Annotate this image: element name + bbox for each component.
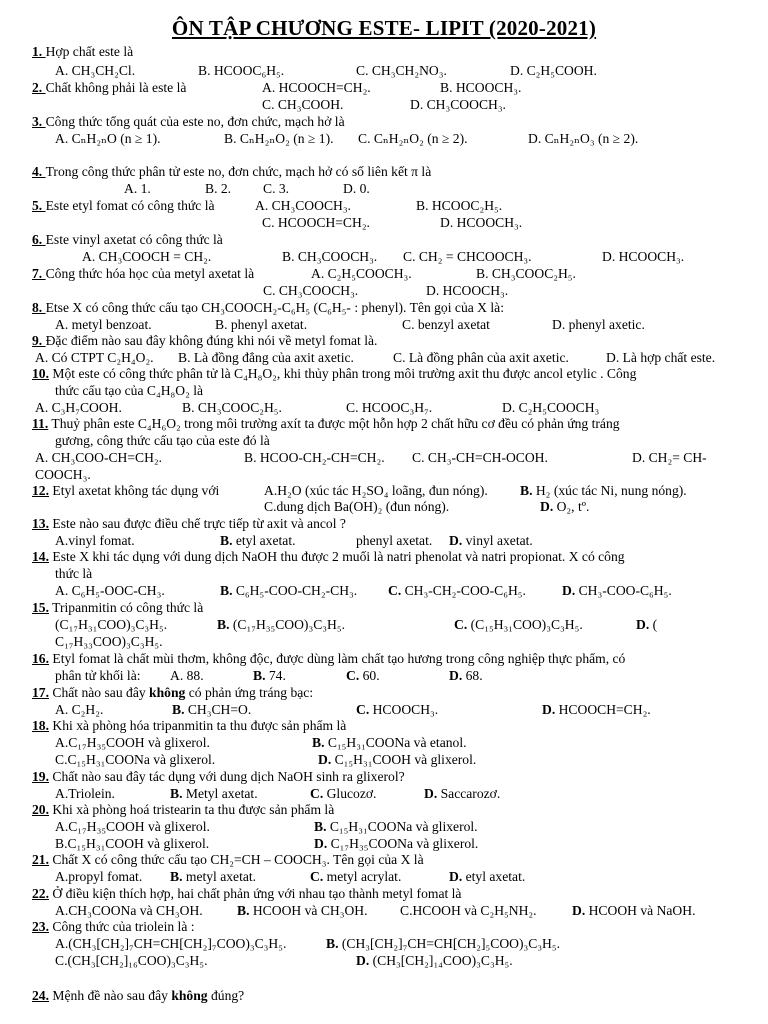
q17-option-c: C. HCOOCH₃.: [356, 702, 439, 717]
q15-option-d-cont: C₁₇H₃₃COO)₃C₃H₅.: [55, 634, 163, 649]
question-number: 1.: [32, 44, 46, 59]
q10-option-b: B. CH₃COOC₂H₅.: [182, 400, 282, 415]
question-18-stem: 18. Khi xà phòng hóa tripanmitin ta thu được sản phẩm là: [32, 718, 347, 733]
q13-option-d: D. vinyl axetat.: [449, 533, 533, 548]
q7-option-d: D. HCOOCH₃.: [426, 283, 509, 298]
q3-option-d: D. CₙH₂ₙO₃ (n ≥ 2).: [528, 131, 639, 146]
q8-option-b: B. phenyl axetat.: [215, 317, 308, 332]
question-15-stem: 15. Tripanmitin có công thức là: [32, 600, 204, 615]
question-number: 2.: [32, 80, 46, 95]
q14-option-c: C. CH₃-CH₂-COO-C₆H₅.: [388, 583, 526, 598]
q6-option-a: A. CH₃COOCH = CH₂.: [82, 249, 212, 264]
q3-option-c: C. CₙH₂ₙO₂ (n ≥ 2).: [358, 131, 468, 146]
question-number: 19.: [32, 769, 49, 784]
q2-option-d: D. CH₃COOCH₃.: [410, 97, 506, 112]
q23-option-a: A.(CH₃[CH₂]₇CH=CH[CH₂]₇COO)₃C₃H₅.: [55, 936, 287, 951]
question-14-stem-cont: thức là: [55, 566, 93, 581]
question-4-stem: 4. Trong công thức phân tử este no, đơn chức, mạch hở có số liên kết π là: [32, 164, 432, 179]
question-number: 11.: [32, 416, 49, 431]
q5-option-c: C. HCOOCH=CH₂.: [262, 215, 370, 230]
q11-option-c: C. CH₃-CH=CH-OCOH.: [412, 450, 548, 465]
q12-option-d: D. O₂, tº.: [540, 499, 590, 514]
q1-option-b: B. HCOOC₆H₅.: [198, 63, 285, 78]
q5-option-b: B. HCOOC₂H₅.: [416, 198, 503, 213]
q18-option-c: C.C₁₅H₃₁COONa và glixerol.: [55, 752, 216, 767]
question-7-stem: 7. Công thức hóa học của metyl axetat là: [32, 266, 255, 281]
q9-option-b: B. Là đồng đẳng của axit axetic.: [178, 350, 354, 365]
question-24-stem: 24. Mệnh đề nào sau đây không đúng?: [32, 988, 245, 1003]
q13-option-a: A.vinyl fomat.: [55, 533, 135, 548]
q16-option-c: C. 60.: [346, 668, 380, 683]
q8-option-a: A. metyl benzoat.: [55, 317, 152, 332]
q12-option-c: C.dung dịch Ba(OH)₂ (đun nóng).: [264, 499, 450, 514]
q18-option-a: A.C₁₇H₃₅COOH và glixerol.: [55, 735, 210, 750]
q23-option-b: B. (CH₃[CH₂]₇CH=CH[CH₂]₅COO)₃C₃H₅.: [326, 936, 561, 951]
q19-option-c: C. Glucozơ.: [310, 786, 377, 801]
q17-option-a: A. C₂H₂.: [55, 702, 104, 717]
question-number: 13.: [32, 516, 49, 531]
question-3-stem: 3. Công thức tổng quát của este no, đơn chức, mạch hở là: [32, 114, 345, 129]
question-13-stem: 13. Este nào sau được điều chế trực tiếp từ axit và ancol ?: [32, 516, 346, 531]
question-1-stem: 1. Hợp chất este là: [32, 44, 134, 59]
q16-option-b: B. 74.: [253, 668, 286, 683]
question-12-stem: 12. Etyl axetat không tác dụng với: [32, 483, 220, 498]
q4-option-c: C. 3.: [263, 181, 290, 196]
question-number: 4.: [32, 164, 46, 179]
q22-option-c: C.HCOOH và C₂H₅NH₂.: [400, 903, 537, 918]
question-number: 20.: [32, 802, 49, 817]
question-number: 7.: [32, 266, 46, 281]
q15-option-d: D. (: [636, 617, 658, 632]
q5-option-d: D. HCOOCH₃.: [440, 215, 523, 230]
question-5-stem: 5. Este etyl fomat có công thức là: [32, 198, 215, 213]
q22-option-a: A.CH₃COONa và CH₃OH.: [55, 903, 203, 918]
question-number: 21.: [32, 852, 49, 867]
question-14-stem: 14. Este X khi tác dụng với dung dịch NaOH thu được 2 muối là natri phenolat và natri propionat. X có công: [32, 549, 625, 564]
q17-option-d: D. HCOOCH=CH₂.: [542, 702, 651, 717]
q1-option-a: A. CH₃CH₂Cl.: [55, 63, 136, 78]
question-11-stem-cont: gương, công thức cấu tạo của este đó là: [55, 433, 270, 448]
question-number: 5.: [32, 198, 46, 213]
q20-option-a: A.C₁₇H₃₅COOH và glixerol.: [55, 819, 210, 834]
q2-option-b: B. HCOOCH₃.: [440, 80, 522, 95]
question-number: 10.: [32, 366, 49, 381]
q18-option-d: D. C₁₅H₃₁COOH và glixerol.: [318, 752, 477, 767]
q1-option-c: C. CH₃CH₂NO₃.: [356, 63, 447, 78]
question-number: 6.: [32, 232, 46, 247]
question-number: 16.: [32, 651, 49, 666]
q20-option-d: D. C₁₇H₃₅COONa và glixerol.: [314, 836, 479, 851]
q7-option-a: A. C₂H₅COOCH₃.: [311, 266, 412, 281]
q4-option-b: B. 2.: [205, 181, 232, 196]
question-10-stem-cont: thức cấu tạo của C₄H₈O₂ là: [55, 383, 204, 398]
q20-option-c: B.C₁₅H₃₁COOH và glixerol.: [55, 836, 210, 851]
question-number: 12.: [32, 483, 49, 498]
question-number: 23.: [32, 919, 49, 934]
q14-option-d: D. CH₃-COO-C₆H₅.: [562, 583, 672, 598]
q4-option-a: A. 1.: [124, 181, 151, 196]
question-number: 22.: [32, 886, 49, 901]
q2-option-a: A. HCOOCH=CH₂.: [262, 80, 371, 95]
question-16-stem-cont: phân tử khối là:: [55, 668, 141, 683]
question-17-stem: 17. Chất nào sau đây không có phản ứng tráng bạc:: [32, 685, 314, 700]
q17-option-b: B. CH₃CH=O.: [172, 702, 252, 717]
q6-option-d: D. HCOOCH₃.: [602, 249, 685, 264]
q10-option-d: D. C₂H₅COOCH₃: [502, 400, 600, 415]
q4-option-d: D. 0.: [343, 181, 370, 196]
q10-option-a: A. C₃H₇COOH.: [35, 400, 122, 415]
question-11-stem: 11. Thuỷ phân este C₄H₆O₂ trong môi trường axít ta được một hỗn hợp 2 chất hữu cơ đều có phản ứng tráng: [32, 416, 620, 431]
q9-option-c: C. Là đồng phân của axit axetic.: [393, 350, 569, 365]
question-8-stem: 8. Etse X có công thức cấu tạo CH₃COOCH₂-C₆H₅ (C₆H₅- : phenyl). Tên gọi của X là:: [32, 300, 504, 315]
q6-option-b: B. CH₃COOCH₃.: [282, 249, 378, 264]
q21-option-c: C. metyl acrylat.: [310, 869, 402, 884]
q3-option-a: A. CₙH₂ₙO (n ≥ 1).: [55, 131, 161, 146]
q8-option-d: D. phenyl axetic.: [552, 317, 645, 332]
question-10-stem: 10. Một este có công thức phân tử là C₄H₈O₂, khi thủy phân trong môi trường axit thu được ancol etylic . Công: [32, 366, 637, 381]
question-6-stem: 6. Este vinyl axetat có công thức là: [32, 232, 223, 247]
q21-option-b: B. metyl axetat.: [170, 869, 257, 884]
q3-option-b: B. CₙH₂ₙO₂ (n ≥ 1).: [224, 131, 334, 146]
q9-option-d: D. Là hợp chất este.: [606, 350, 716, 365]
question-number: 15.: [32, 600, 49, 615]
q22-option-b: B. HCOOH và CH₃OH.: [237, 903, 368, 918]
question-2-stem: 2. Chất không phải là este là: [32, 80, 187, 95]
q14-option-b: B. C₆H₅-COO-CH₂-CH₃.: [220, 583, 358, 598]
q14-option-a: A. C₆H₅-OOC-CH₃.: [55, 583, 165, 598]
question-21-stem: 21. Chất X có công thức cấu tạo CH₂=CH – COOCH₃. Tên gọi của X là: [32, 852, 424, 867]
q11-option-b: B. HCOO-CH₂-CH=CH₂.: [244, 450, 385, 465]
q15-option-b: B. (C₁₇H₃₅COO)₃C₃H₅.: [217, 617, 345, 632]
q11-option-d: D. CH₂= CH-: [632, 450, 707, 465]
question-number: 3.: [32, 114, 46, 129]
q7-option-b: B. CH₃COOC₂H₅.: [476, 266, 576, 281]
q19-option-a: A.Triolein.: [55, 786, 115, 801]
q5-option-a: A. CH₃COOCH₃.: [255, 198, 351, 213]
q8-option-c: C. benzyl axetat: [402, 317, 490, 332]
q1-option-d: D. C₂H₅COOH.: [510, 63, 597, 78]
q11-option-d-cont: COOCH₃.: [35, 467, 91, 482]
q16-option-d: D. 68.: [449, 668, 483, 683]
question-9-stem: 9. Đặc điểm nào sau đây không đúng khi nói về metyl fomat là.: [32, 333, 378, 348]
question-22-stem: 22. Ở điều kiện thích hợp, hai chất phản ứng với nhau tạo thành metyl fomat là: [32, 886, 462, 901]
q7-option-c: C. CH₃COOCH₃.: [263, 283, 359, 298]
q20-option-b: B. C₁₅H₃₁COONa và glixerol.: [314, 819, 478, 834]
page-title: ÔN TẬP CHƯƠNG ESTE- LIPIT (2020-2021): [171, 16, 597, 40]
question-number: 14.: [32, 549, 49, 564]
q13-option-c: phenyl axetat.: [356, 533, 433, 548]
q15-option-a: (C₁₇H₃₁COO)₃C₃H₅.: [55, 617, 168, 632]
q23-option-d: D. (CH₃[CH₂]₁₄COO)₃C₃H₅.: [356, 953, 513, 968]
q22-option-d: D. HCOOH và NaOH.: [572, 903, 696, 918]
question-number: 24.: [32, 988, 49, 1003]
question-16-stem: 16. Etyl fomat là chất mùi thơm, không độc, được dùng làm chất tạo hương trong công nghiệp thực phẩm, có: [32, 651, 626, 666]
question-number: 18.: [32, 718, 49, 733]
q18-option-b: B. C₁₅H₃₁COONa và etanol.: [312, 735, 467, 750]
q2-option-c: C. CH₃COOH.: [262, 97, 344, 112]
question-number: 17.: [32, 685, 49, 700]
q13-option-b: B. etyl axetat.: [220, 533, 296, 548]
q15-option-c: C. (C₁₅H₃₁COO)₃C₃H₅.: [454, 617, 583, 632]
q9-option-a: A. Có CTPT C₂H₄O₂.: [35, 350, 154, 365]
q12-option-b: B. H₂ (xúc tác Ni, nung nóng).: [520, 483, 687, 498]
q10-option-c: C. HCOOC₃H₇.: [346, 400, 433, 415]
q19-option-b: B. Metyl axetat.: [170, 786, 258, 801]
q11-option-a: A. CH₃COO-CH=CH₂.: [35, 450, 163, 465]
question-number: 9.: [32, 333, 46, 348]
question-20-stem: 20. Khi xà phòng hoá tristearin ta thu được sản phẩm là: [32, 802, 335, 817]
q6-option-c: C. CH₂ = CHCOOCH₃.: [403, 249, 532, 264]
q21-option-d: D. etyl axetat.: [449, 869, 526, 884]
q19-option-d: D. Saccarozơ.: [424, 786, 501, 801]
q16-option-a: A. 88.: [170, 668, 204, 683]
question-number: 8.: [32, 300, 46, 315]
q21-option-a: A.propyl fomat.: [55, 869, 143, 884]
question-19-stem: 19. Chất nào sau đây tác dụng với dung dịch NaOH sinh ra glixerol?: [32, 769, 405, 784]
q12-option-a: A.H₂O (xúc tác H₂SO₄ loãng, đun nóng).: [264, 483, 488, 498]
question-23-stem: 23. Công thức của triolein là :: [32, 919, 195, 934]
q23-option-c: C.(CH₃[CH₂]₁₆COO)₃C₃H₅.: [55, 953, 208, 968]
